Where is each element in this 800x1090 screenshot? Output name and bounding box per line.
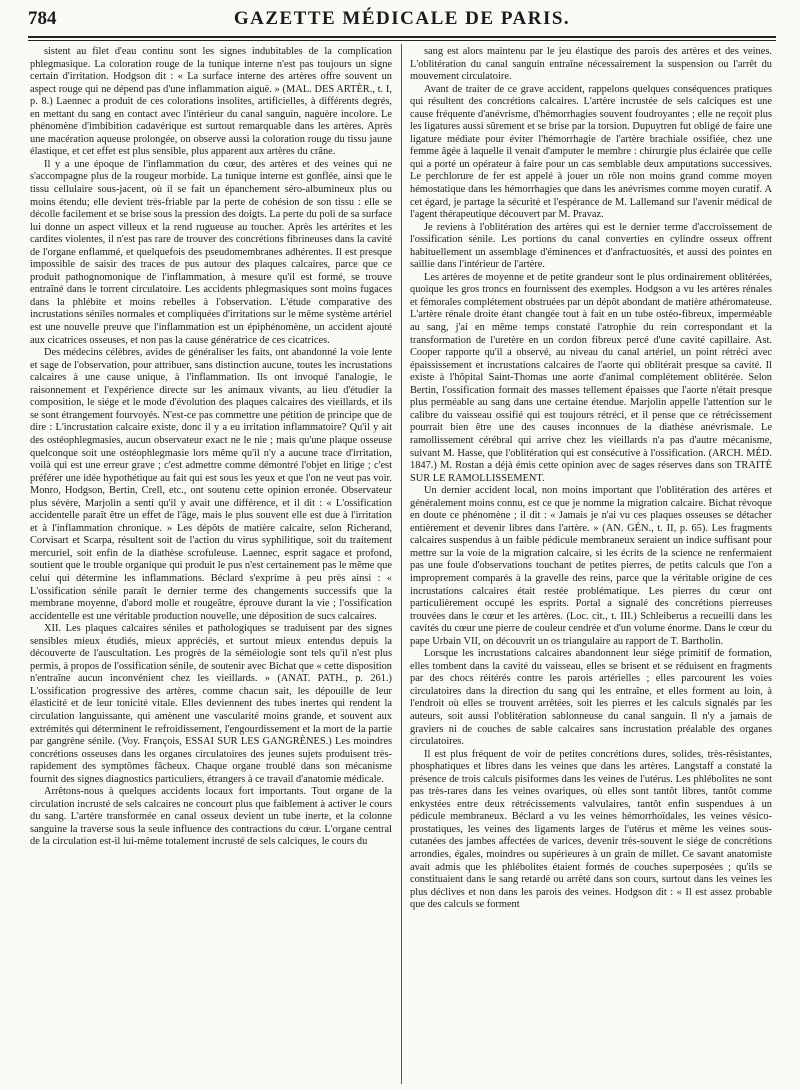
paragraph: Arrêtons-nous à quelques accidents locaux fort importants. Tout organe de la circulation incrusté de sels calcaires ne concourt plus que faiblement à activer le cours du sang. L'artère transformée en canal osseux devient un tube inerte, et la colonne sanguine la traverse sous la seule influence des contractions du cœur. L'organe central de la circulation est-il lui-même totalement incrusté de sels calciques, le cours du	[30, 786, 392, 848]
header-rule-thick	[28, 36, 776, 38]
right-column	[410, 46, 772, 1086]
paragraph: Je reviens à l'oblitération des artères qui est le dernier terme d'accroissement de l'ossification sénile. Les portions du canal converties en cylindre osseux offrent habituellement un assemblage d'éminences et d'anfractuosités, et aussi des pointes en saillie dans l'intérieur de l'artère.	[410, 221, 772, 271]
paragraph: Avant de traiter de ce grave accident, rappelons quelques conséquences pratiques qui résultent des concrétions calcaires. L'artère incrustée de sels calciques est une cause fréquente d'anévrisme, d'hémorrhagies souvent foudroyantes ; elle ne reçoit plus les ligatures aussi sûrement et se brise par la torsion. Dupuytren fut obligé de faire une ligature médiate pour éviter l'hémorrhagie de l'artère brachiale ossifiée, chez une femme âgée à laquelle il venait d'amputer le membre : chirurgie plus éclairée que celle qui a porté un opérateur à faire pour un cas semblable deux amputations successives. Le perchlorure de fer est appelé à jouer un rôle non moins grand comme moyen hémostatique dans les hémorrhagies que dans les anévrismes comme moyen curatif. A cet égard, je partage la sécurité et l'espérance de M. Lallemand sur l'avenir médical de l'agent thérapeutique découvert par M. Pravaz.	[410, 83, 772, 221]
paragraph: Des médecins célèbres, avides de généraliser les faits, ont abandonné la voie lente et sage de l'observation, pour attribuer, sans distinction aucune, toutes les incrustations calcaires à une cause unique, à l'inflammation. Ils ont invoqué l'analogie, le raisonnement et l'expérience directe sur les animaux vivants, au lieu d'étudier la composition, le siége et le mode d'évolution des plaques calcaires des vieillards, et ils se sont étrangement fourvoyés. N'est-ce pas commettre une pétition de principe que de dire : L'incrustation calcaire existe, donc il y a eu irritation inflammatoire? Qu'il y ait des ostéophlegmasies, aucun observateur exact ne le nie ; mais qu'une plaque osseuse quelconque soit une ostéophlegmasie lors même qu'il n'y a aucune trace d'irritation, voilà qui est une erreur grave ; c'est admettre comme démontré l'objet en litige ; c'est préférer une idée hypothétique au fait qui est sous les yeux et que l'on ne veut pas voir. Monro, Hodgson, Bertin, Crell, etc., ont soutenu cette opinion erronée. Observateur plus sévère, Marjolin a senti qu'il y avait une différence, et il dit : « L'ossification accidentelle paraît être un effet de l'âge, mais le plus souvent elle est due à l'irritation et à l'inflammation chronique. » Les dépôts de matière calcaire, selon Richerand, Corvisart et Scarpa, résultent soit de l'action du virus syphilitique, soit du traitement mercuriel, soit enfin de la diathèse scrofuleuse. Laennec, esprit sagace et profond, soutient que le trouble organique qui produit le pus n'est certainement pas le même que celui qui détermine les inflammations. Béclard s'exprime à peu près ainsi : « L'ossification sénile paraît le dernier terme des changements successifs que la membrane moyenne, d'abord molle et rougeâtre, éprouve durant la vie ; l'ossification accidentelle est une véritable production nouvelle, une déposition de sucs calcaires.	[30, 347, 392, 622]
paragraph: Les artères de moyenne et de petite grandeur sont le plus ordinairement oblitérées, quoique les gros troncs en fournissent des exemples. Hodgson a vu les artères rénales et fémorales complétement obstruées par un dépôt abondant de matière athéromateuse. L'artère rénale droite étant changée tout à fait en un tube ostéo-fibreux, imperméable au sang, j'ai en même temps constaté l'atrophie du rein correspondant et la transformation de l'uretère en un cordon fibreux percé d'une cavité capillaire. Ast. Cooper rapporte qu'il a observé, au niveau du canal artériel, un point rétréci avec épaississement et incrustations calcaires de l'aorte qui oblitérait presque sa cavité. Il existe à l'hôpital Saint-Thomas une aorte d'animal complétement oblitérée. Selon Bertin, l'ossification formait des masses tellement épaisses que l'aorte n'était presque plus perméable au sang dans une certaine étendue. Marjolin appelle l'attention sur le calibre du vaisseau ossifié qui est toujours rétréci, et il pense que ce rétrécissement pourrait bien être une des causes inconnues de la diathèse anévrismale. Le ramollissement cérébral qui arrive chez les vieillards n'a pas d'autre mécanisme, suivant M. Hasse, que l'oblitération qui est consécutive à l'ossification. (ARCH. MÉD. 1847.) M. Rostan a déjà émis cette opinion avec de sages réserves dans son TRAITÉ SUR LE RAMOLLISSEMENT.	[410, 271, 772, 484]
paragraph: Un dernier accident local, non moins important que l'oblitération des artères et généralement moins connu, est ce que je nomme la migration calcaire. Bichat révoque en doute ce phénomène ; il dit : « Jamais je n'ai vu ces plaques osseuses se détacher entièrement et devenir libres dans l'artère. » (AN. GÉN., t. II, p. 65). Les fragments calcaires suspendus à un faible pédicule membraneux seraient un indice suffisant pour mettre sur la voie de la migration calcaire, si les écrits de la science ne renfermaient pas une foule d'observations touchant de petites pierres, de petits calculs que l'on a improprement comparés à la gravelle des reins, parce que la véritable origine de ces incrustations calcaires était restée problématique. Les pierres du cœur ont particulièrement occupé les esprits. Portal a signalé des concrétions pierreuses trouvées dans le cœur et les artères. (Loc. cit., t. III.) Schleiberus a recueilli dans les cavités du cœur une pierre de couleur cendrée et d'un volume énorme. Dans le cœur du pape Urbain VII, on découvrit un os triangulaire au rapport de T. Bartholin.	[410, 485, 772, 647]
paragraph: Lorsque les incrustations calcaires abandonnent leur siége primitif de formation, elles tombent dans la cavité du vaisseau, elles se brisent et se réduisent en fragments par des chocs réitérés contre les parois artérielles ; elles parcourent les voies circulatoires dans la direction du sang qui les entraîne, et elles forment au loin, à l'endroit où elles se trouvent arrêtées, soit les pierres et les calculs signalés par les auteurs, soit aussi l'oblitération sablonneuse du canal sanguin. Il n'y a jamais de graviers ni de couches de sable calcaires sans incrustation préalable des organes circulatoires.	[410, 648, 772, 748]
page-header	[28, 8, 776, 30]
journal-title: GAZETTE MÉDICALE DE PARIS.	[233, 8, 571, 29]
column-separator	[401, 44, 402, 1084]
header-rule-thin	[28, 40, 776, 41]
paragraph: sistent au filet d'eau continu sont les signes indubitables de la complication phlegmasique. La coloration rouge de la tunique interne n'est pas toujours un signe certain d'irritation. Hodgson dit : « La surface interne des artères offre souvent un aspect rouge qui ne dépend pas d'une inflammation aiguë. » (MAL. DES ARTÈR., t. I, p. 8.) Laennec a produit de ces colorations insolites, artificielles, à différents degrés, en mettant du sang en contact avec l'intérieur du canal sanguin, naguère incolore. Le phénomène d'imbibition cadavérique est surtout remarquable dans les artères. Après une macération aqueuse prolongée, on observe aussi la coloration rouge du tissu jaune élastique, et cet effet est plus sensible, plus apparent aux artères du crâne.	[30, 46, 392, 158]
paragraph: Il y a une époque de l'inflammation du cœur, des artères et des veines qui ne s'accompagne plus de la rougeur morbide. La tunique interne est gonflée, ainsi que le tissu cellulaire sous-jacent, où il se fait un épanchement séro-albumineux plus ou moins étendu; elle devient très-friable par la perte de cohésion de son tissu : elle se décolle facilement et se brise sous la pression des doigts. La perte du poli de sa surface lui donne un aspect villeux et la rend rugueuse au toucher. Après les artérites et les cardites violentes, il n'est pas rare de trouver des concrétions fibrineuses dans la cavité de l'organe enflammé, et quelquefois des pseudomembranes adhérentes. Il est presque impossible de saisir des traces de pus autour des plaques calcaires, parce que ce produit pathognomonique de l'inflammation, à mesure qu'il est formé, se trouve entraîné dans le torrent circulatoire. Les accidents phlegmasiques sont moins fugaces dans la phlébite et moins rebelles à l'observation. L'étude comparative des incrustations séniles normales et compliquées d'irritations sur le même système artériel est une nouvelle preuve que l'inflammation est un épiphénomène, un accident ajouté aux cicatrices osseuses, et non pas la cause génératrice de ces cicatrices.	[30, 158, 392, 346]
page-number: 784	[28, 8, 57, 29]
paragraph: XII. Les plaques calcaires séniles et pathologiques se traduisent par des signes sensibles mieux étudiés, mieux appréciés, et surtout mieux entendus depuis la découverte de l'auscultation. Les progrès de la séméiologie sont tels qu'il n'est plus permis, à propos de l'ossification sénile, de soutenir avec Bichat que « cette disposition n'entraîne aucun inconvénient chez les vieillards. » (ANAT. PATH., p. 261.) L'ossification progressive des artères, comme chacun sait, les dépouille de leur élasticité et de leur tonicité vitale. Elles deviennent des tubes inertes qui rendent la circulation languissante, qui amènent une vascularité moins grande, et souvent aux extrémités qui déterminent le refroidissement, l'engourdissement et la mort de la partie par gangrène sénile. (Voy. François, ESSAI SUR LES GANGRÈNES.) Les moindres concrétions osseuses dans les organes circulatoires des jeunes sujets produisent très-rapidement des symptômes fâcheux. Chaque organe troublé dans son mécanisme fournit des signes diagnostics particuliers, étrangers à ce travail d'anatomie médicale.	[30, 623, 392, 785]
left-column	[30, 46, 392, 1086]
paragraph: sang est alors maintenu par le jeu élastique des parois des artères et des veines. L'oblitération du canal sanguin entraîne nécessairement la suspension ou l'arrêt du mouvement circulatoire.	[410, 46, 772, 83]
paragraph: Il est plus fréquent de voir de petites concrétions dures, solides, très-résistantes, phosphatiques et libres dans les veines que dans les artères. Langstaff a constaté la présence de trois calculs pisiformes dans les veines de l'utérus. Les phlébolites ne sont pas très-rares dans les veines ovariques, où elles sont tantôt libres, tantôt comme enkystées entre deux rétrécissements valvulaires, tantôt enfin suspendues à un pédicule membraneux. Béclard a vu les veines hémorrhoïdales, les veines vésico-prostatiques, les veines des ligaments larges de l'utérus et même les veines sous-cutanées des jambes affectées de varices, devenir très-souvent le siége de concrétions arrondies, égales, moindres ou supérieures à un grain de millet. Ce savant anatomiste avait admis que les phlébolites étaient formés de couches superposées ; qu'ils se constituaient dans le sang retardé ou arrêté dans son cours, surtout dans les veines les plus déclives et non dans les parois des veines. Hodgson dit : « Il est assez probable que des calculs se forment	[410, 748, 772, 911]
